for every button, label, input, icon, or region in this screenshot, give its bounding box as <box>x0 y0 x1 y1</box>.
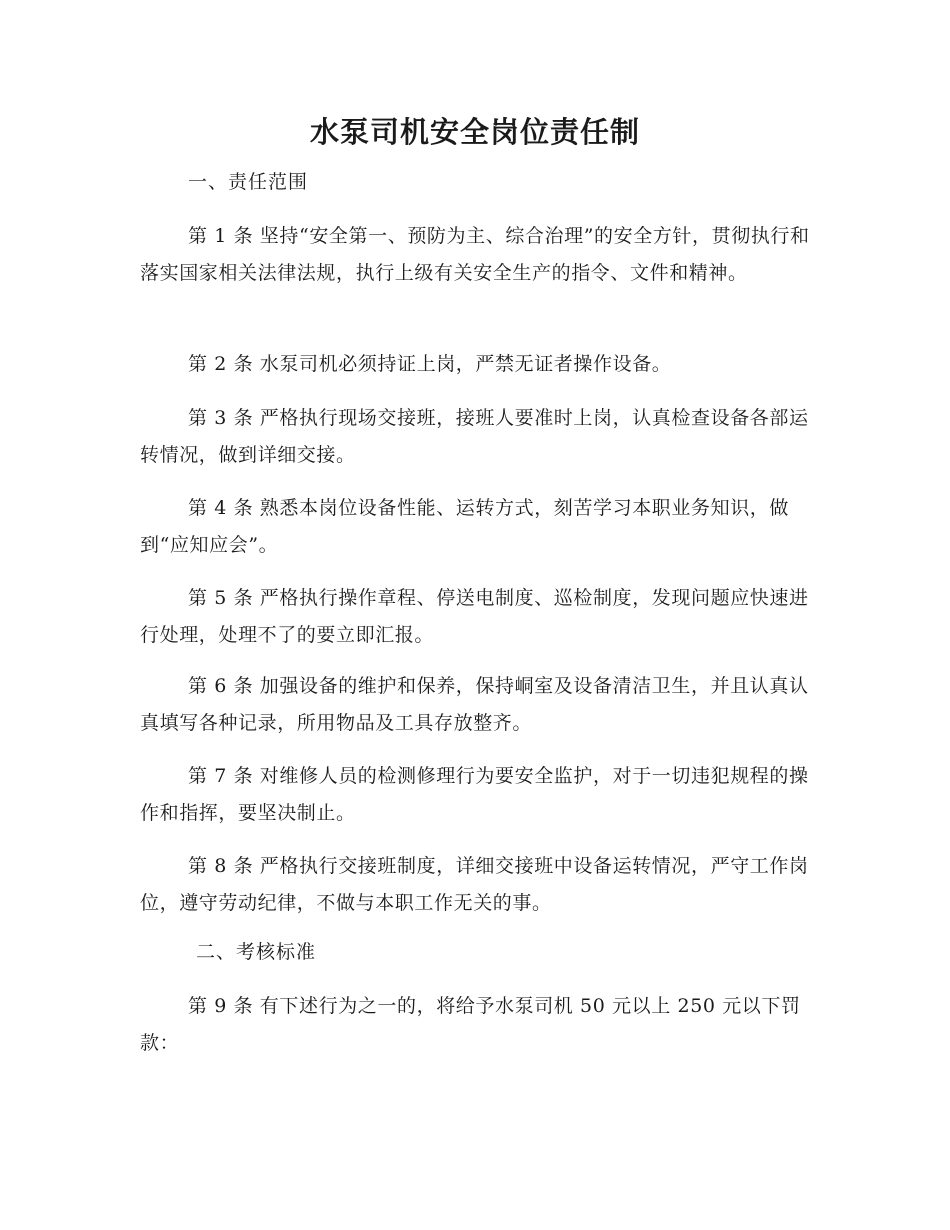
article-9: 第 9 条 有下述行为之一的，将给予水泵司机 50 元以上 250 元以下罚款： <box>140 995 801 1054</box>
article-7: 第 7 条 对维修人员的检测修理行为要安全监护，对于一切违犯规程的操作和指挥，要坚决制止。 <box>140 765 809 824</box>
article-3: 第 3 条 严格执行现场交接班，接班人要准时上岗，认真检查设备各部运转情况，做到详细交接。 <box>140 407 809 466</box>
article-1: 第 1 条 坚持“安全第一、预防为主、综合治理”的安全方针，贯彻执行和落实国家相关法律法规，执行上级有关安全生产的指令、文件和精神。 <box>140 225 810 284</box>
article-6: 第 6 条 加强设备的维护和保养，保持峒室及设备清洁卫生，并且认真认真填写各种记录，所用物品及工具存放整齐。 <box>140 675 809 734</box>
section-heading-assessment: 二、考核标准 <box>196 941 317 963</box>
article-8: 第 8 条 严格执行交接班制度，详细交接班中设备运转情况，严守工作岗位，遵守劳动纪律，不做与本职工作无关的事。 <box>140 855 809 914</box>
article-5: 第 5 条 严格执行操作章程、停送电制度、巡检制度，发现问题应快速进行处理，处理不了的要立即汇报。 <box>140 587 809 646</box>
section-heading-scope: 一、责任范围 <box>188 171 309 193</box>
document-title: 水泵司机安全岗位责任制 <box>309 115 640 149</box>
article-4: 第 4 条 熟悉本岗位设备性能、运转方式，刻苦学习本职业务知识，做到“应知应会”。 <box>140 497 790 556</box>
article-2: 第 2 条 水泵司机必须持证上岗，严禁无证者操作设备。 <box>188 353 672 375</box>
